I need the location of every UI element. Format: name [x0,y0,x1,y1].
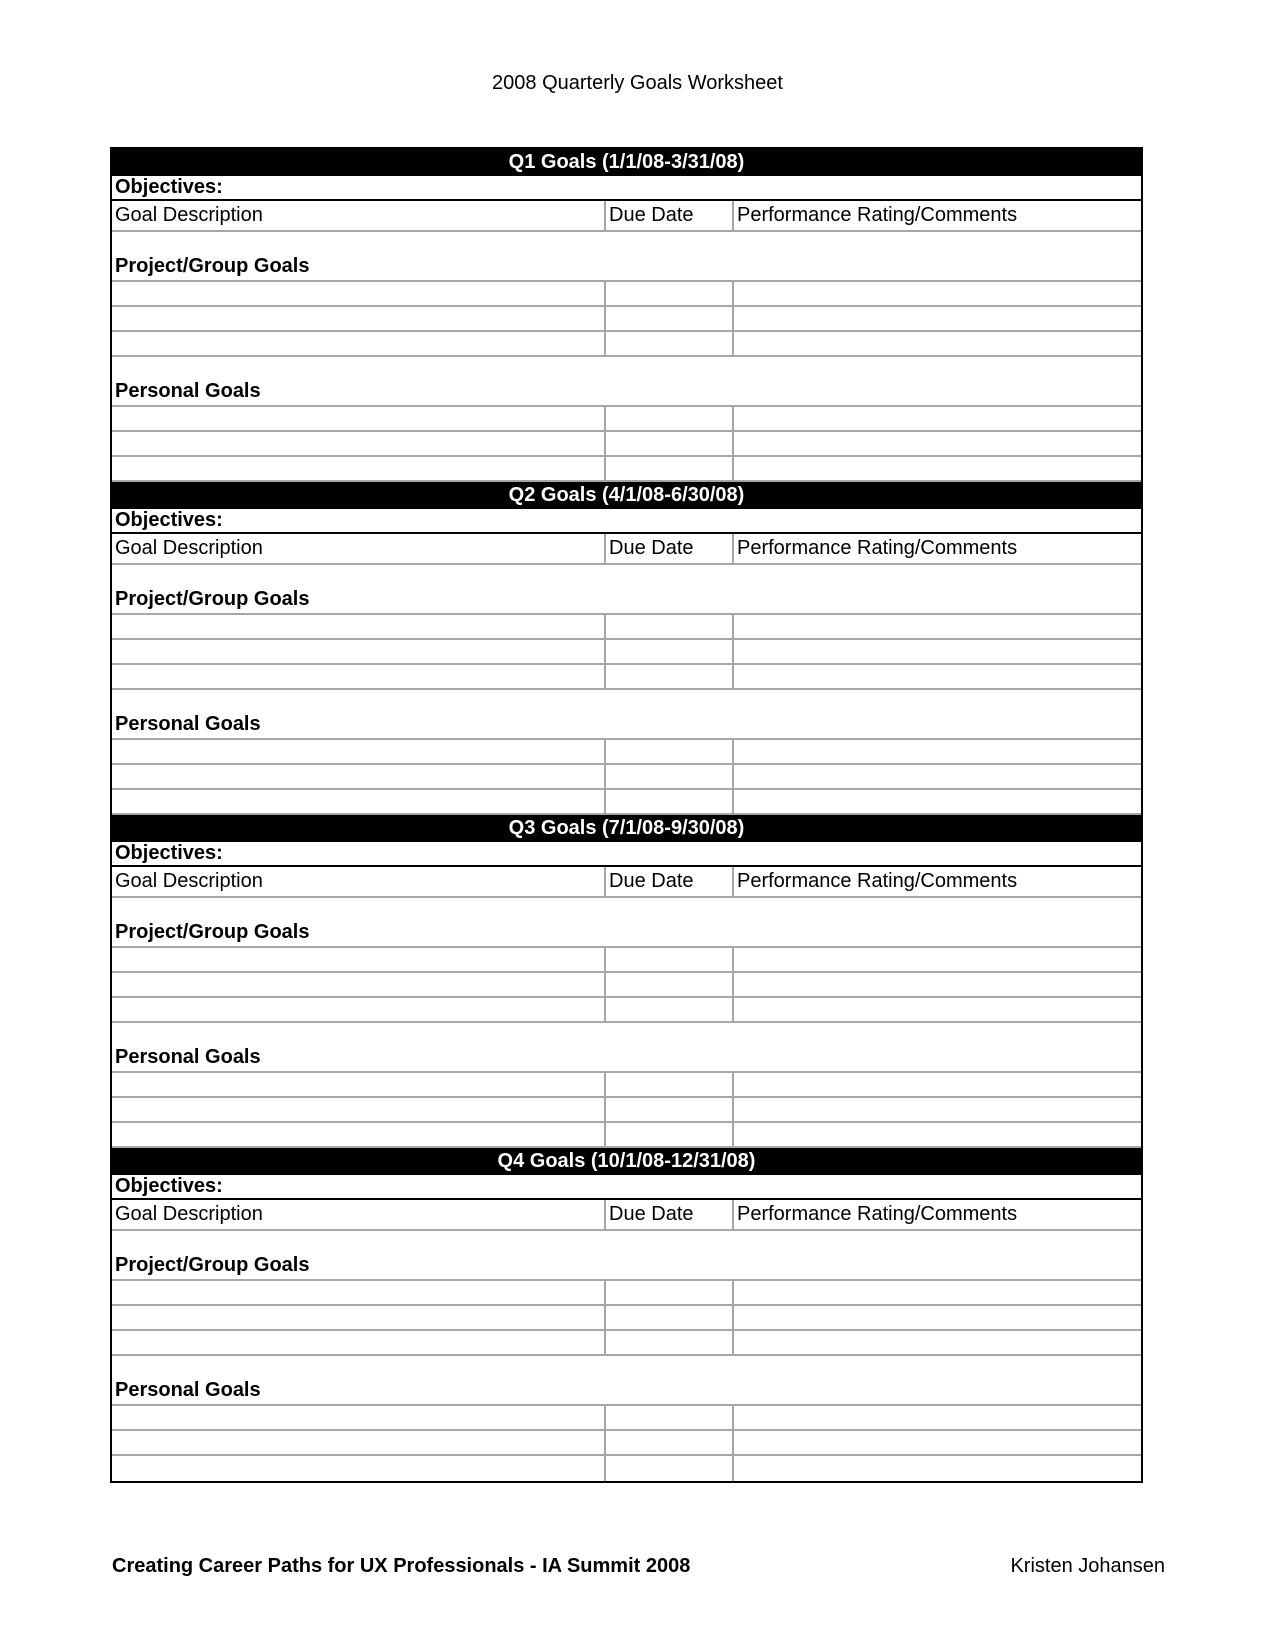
quarter-header-q4: Q4 Goals (10/1/08-12/31/08) [112,1148,1141,1175]
goal-description-cell[interactable] [112,1123,606,1146]
personal-goal-row [112,1123,1141,1148]
goal-description-cell[interactable] [112,1331,606,1354]
project-goal-row [112,1281,1141,1306]
due-date-cell[interactable] [606,640,734,663]
personal-goal-row [112,1456,1141,1481]
goal-description-cell[interactable] [112,407,606,430]
due-date-cell[interactable] [606,998,734,1021]
project-goal-row [112,948,1141,973]
performance-comments-cell[interactable] [734,332,1141,355]
goal-description-cell[interactable] [112,332,606,355]
due-date-cell[interactable] [606,615,734,638]
due-date-cell[interactable] [606,1331,734,1354]
due-date-cell[interactable] [606,432,734,455]
project-group-goals-label: Project/Group Goals [115,588,310,610]
goal-description-cell[interactable] [112,282,606,305]
project-goal-row [112,282,1141,307]
project-goal-row [112,1331,1141,1356]
performance-comments-cell[interactable] [734,1406,1141,1429]
goal-description-cell[interactable] [112,307,606,330]
goal-description-cell[interactable] [112,1281,606,1304]
due-date-cell[interactable] [606,1281,734,1304]
due-date-cell[interactable] [606,407,734,430]
project-group-goals-label: Project/Group Goals [115,255,310,277]
goal-description-cell[interactable] [112,457,606,480]
personal-goal-row [112,1098,1141,1123]
project-group-goals-label: Project/Group Goals [115,921,310,943]
due-date-header: Due Date [606,201,734,230]
performance-comments-cell[interactable] [734,973,1141,996]
performance-header: Performance Rating/Comments [737,870,1018,892]
performance-comments-cell[interactable] [734,407,1141,430]
column-header-row [112,1200,1141,1231]
performance-comments-cell[interactable] [734,790,1141,813]
goal-description-cell[interactable] [112,640,606,663]
due-date-cell[interactable] [606,282,734,305]
personal-goal-row [112,432,1141,457]
project-group-goals-row [112,232,1141,282]
due-date-cell[interactable] [606,1123,734,1146]
project-group-goals-label: Project/Group Goals [115,1254,310,1276]
personal-goals-label: Personal Goals [115,1046,261,1068]
objectives-label: Objectives: [115,509,223,531]
project-goal-row [112,998,1141,1023]
due-date-cell[interactable] [606,307,734,330]
goal-description-cell[interactable] [112,1073,606,1096]
due-date-cell[interactable] [606,1073,734,1096]
due-date-header: Due Date [606,534,734,563]
goal-description-cell[interactable] [112,973,606,996]
performance-comments-cell[interactable] [734,282,1141,305]
due-date-cell[interactable] [606,1406,734,1429]
due-date-cell[interactable] [606,790,734,813]
project-goal-row [112,1306,1141,1331]
goals-worksheet-table [110,147,1143,1483]
due-date-header: Due Date [606,1200,734,1229]
project-goal-row [112,307,1141,332]
performance-comments-cell[interactable] [734,740,1141,763]
goal-description-cell[interactable] [112,1098,606,1121]
objectives-label: Objectives: [115,842,223,864]
performance-comments-cell[interactable] [734,1331,1141,1354]
personal-goal-row [112,740,1141,765]
quarter-header-q2: Q2 Goals (4/1/08-6/30/08) [112,482,1141,509]
goal-description-header: Goal Description [112,201,606,230]
column-header-row [112,534,1141,565]
performance-comments-cell[interactable] [734,307,1141,330]
project-goal-row [112,665,1141,690]
project-goal-row [112,332,1141,357]
due-date-cell[interactable] [606,765,734,788]
goal-description-cell[interactable] [112,1431,606,1454]
performance-header: Performance Rating/Comments [737,537,1018,559]
project-group-goals-row [112,898,1141,948]
personal-goals-row [112,1356,1141,1406]
performance-header: Performance Rating/Comments [737,1203,1018,1225]
personal-goal-row [112,790,1141,815]
personal-goals-label: Personal Goals [115,380,261,402]
objectives-row [112,1175,1141,1200]
project-goal-row [112,640,1141,665]
goal-description-cell[interactable] [112,948,606,971]
performance-comments-cell[interactable] [734,998,1141,1021]
due-date-cell[interactable] [606,1306,734,1329]
goal-description-header: Goal Description [112,1200,606,1229]
due-date-cell[interactable] [606,1098,734,1121]
project-group-goals-row [112,565,1141,615]
personal-goals-row [112,357,1141,407]
personal-goals-label: Personal Goals [115,1379,261,1401]
footer-author: Kristen Johansen [1010,1555,1165,1577]
goal-description-cell[interactable] [112,1306,606,1329]
performance-comments-cell[interactable] [734,640,1141,663]
performance-comments-cell[interactable] [734,1456,1141,1481]
performance-comments-cell[interactable] [734,948,1141,971]
goal-description-cell[interactable] [112,998,606,1021]
goal-description-cell[interactable] [112,740,606,763]
due-date-cell[interactable] [606,1431,734,1454]
performance-comments-cell[interactable] [734,665,1141,688]
due-date-cell[interactable] [606,457,734,480]
performance-comments-cell[interactable] [734,1431,1141,1454]
objectives-label: Objectives: [115,1175,223,1197]
quarter-header-q1: Q1 Goals (1/1/08-3/31/08) [112,149,1141,176]
goal-description-cell[interactable] [112,765,606,788]
column-header-row [112,867,1141,898]
goal-description-cell[interactable] [112,665,606,688]
performance-comments-cell[interactable] [734,1073,1141,1096]
quarter-header-q3: Q3 Goals (7/1/08-9/30/08) [112,815,1141,842]
project-goal-row [112,615,1141,640]
performance-comments-cell[interactable] [734,765,1141,788]
goal-description-cell[interactable] [112,432,606,455]
performance-comments-cell[interactable] [734,1306,1141,1329]
goal-description-cell[interactable] [112,615,606,638]
due-date-cell[interactable] [606,665,734,688]
goal-description-cell[interactable] [112,1406,606,1429]
objectives-row [112,176,1141,201]
personal-goal-row [112,1431,1141,1456]
column-header-row [112,201,1141,232]
goal-description-cell[interactable] [112,1456,606,1481]
objectives-row [112,842,1141,867]
performance-comments-cell[interactable] [734,1123,1141,1146]
due-date-cell[interactable] [606,740,734,763]
goal-description-cell[interactable] [112,790,606,813]
performance-comments-cell[interactable] [734,1098,1141,1121]
personal-goal-row [112,407,1141,432]
performance-header: Performance Rating/Comments [737,204,1018,226]
personal-goal-row [112,1073,1141,1098]
footer-event-title: Creating Career Paths for UX Professionals - IA Summit 2008 [112,1555,691,1577]
performance-comments-cell[interactable] [734,432,1141,455]
personal-goal-row [112,765,1141,790]
goal-description-header: Goal Description [112,867,606,896]
goal-description-header: Goal Description [112,534,606,563]
project-group-goals-row [112,1231,1141,1281]
due-date-cell[interactable] [606,948,734,971]
performance-comments-cell[interactable] [734,457,1141,480]
due-date-cell[interactable] [606,1456,734,1481]
due-date-cell[interactable] [606,973,734,996]
personal-goals-label: Personal Goals [115,713,261,735]
project-goal-row [112,973,1141,998]
due-date-cell[interactable] [606,332,734,355]
objectives-label: Objectives: [115,176,223,198]
personal-goals-row [112,690,1141,740]
due-date-header: Due Date [606,867,734,896]
personal-goal-row [112,1406,1141,1431]
performance-comments-cell[interactable] [734,615,1141,638]
page-title: 2008 Quarterly Goals Worksheet [492,72,783,94]
objectives-row [112,509,1141,534]
personal-goal-row [112,457,1141,482]
personal-goals-row [112,1023,1141,1073]
performance-comments-cell[interactable] [734,1281,1141,1304]
